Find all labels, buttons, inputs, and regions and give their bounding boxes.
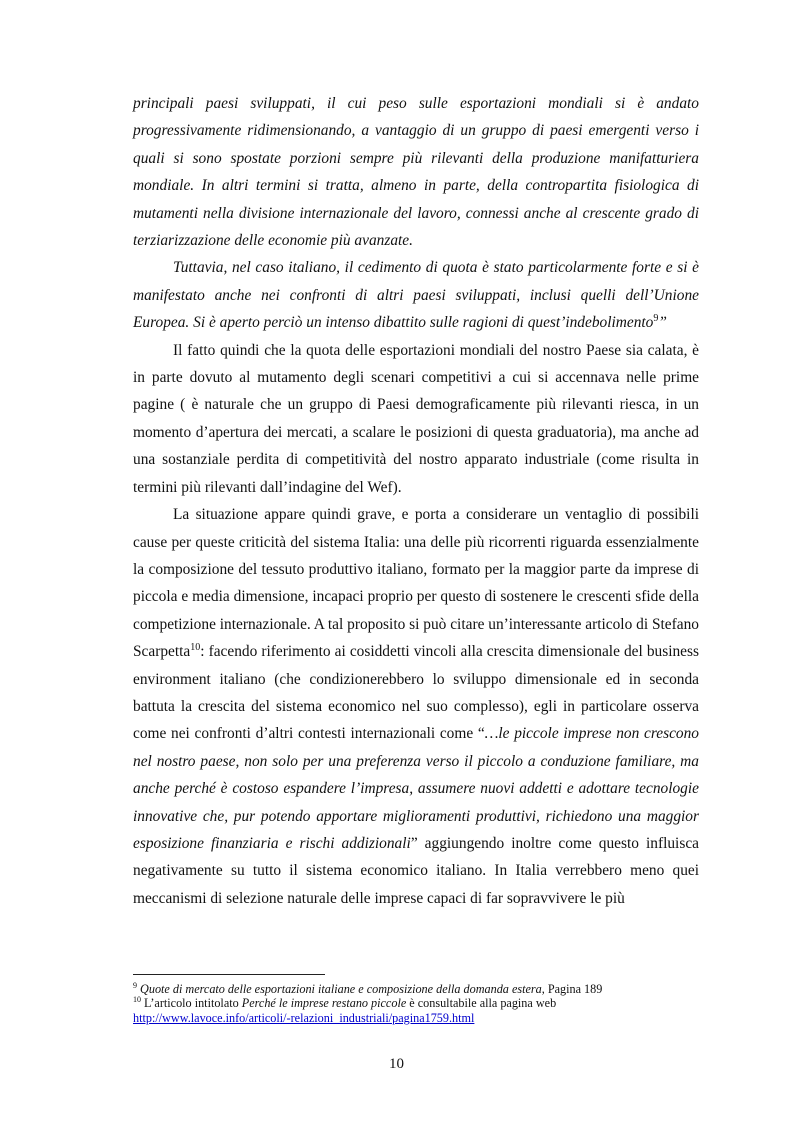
body-paragraph-1 xyxy=(133,337,699,501)
footnote-9-page: , Pagina 189 xyxy=(541,982,603,996)
footnote-divider xyxy=(133,974,325,975)
footnotes xyxy=(133,982,699,1025)
footnote-10-url-line xyxy=(133,1011,699,1025)
footnote-9 xyxy=(133,982,699,996)
footnote-10-link[interactable]: http://www.lavoce.info/articoli/-relazioni_industriali/pagina1759.html xyxy=(133,1010,475,1025)
footnote-10-post: è consultabile alla pagina web xyxy=(406,996,557,1011)
quote-paragraph-2 xyxy=(133,254,699,336)
cited-quote: …le piccole imprese non crescono nel nostro paese, non solo per una preferenza verso il piccolo a conduzione familiare, ma anche perché è costoso espandere l’impresa, assumere nuovi addetti e adottare tecnologie innovative che, pur potendo apportare miglioramenti produttivi, richiedono una maggior esposizione finanziaria e rischi addizionali xyxy=(133,725,699,852)
body-text-2c: ” aggiungendo inoltre come questo influisca negativamente su tutto il sistema economico italiano. In Italia verrebbero meno quei meccanismi di selezione naturale delle imprese capaci di far sopravvivere le più xyxy=(133,834,699,907)
body-text-2a: La situazione appare quindi grave, e porta a considerare un ventaglio di possibili cause per queste criticità del sistema Italia: una delle più ricorrenti riguarda essenzialmente la composizione del tessuto produttivo italiano, formato per la maggior parte da imprese di piccola e media dimensione, incapaci proprio per questo di sostenere le crescenti sfide della competizione internazionale. A tal proposito si può citare un’interessante articolo di Stefano Scarpetta xyxy=(133,506,699,661)
quote-text-1: principali paesi sviluppati, il cui peso sulle esportazioni mondiali si è andato progressivamente ridimensionando, a vantaggio di un gruppo di paesi emergenti verso i quali si sono spostate porzioni sempre più rilevanti della produzione manifatturiera mondiale. In altri termini si tratta, almeno in parte, della contropartita fisiologica di mutamenti nella divisione internazionale del lavoro, connessi anche al crescente grado di terziarizzazione delle economie più avanzate. xyxy=(133,95,699,250)
footnote-10-pre: L’articolo intitolato xyxy=(141,996,242,1011)
body-paragraph-2 xyxy=(133,501,699,912)
footnote-10 xyxy=(133,996,699,1010)
body-text-1: Il fatto quindi che la quota delle esportazioni mondiali del nostro Paese sia calata, è in parte dovuto al mutamento degli scenari competitivi a cui si accennava nelle prime pagine ( è naturale che un gruppo di Paesi demograficamente più rilevanti riesca, in un momento d’apertura dei mercati, a scalare le posizioni di questa graduatoria), ma anche ad una sostanziale perdita di competitività del nostro apparato industriale (come risulta in termini più rilevanti dall’indagine del Wef). xyxy=(133,341,699,496)
quote-paragraph-1 xyxy=(133,90,699,254)
page-body xyxy=(133,90,699,912)
footnote-10-title: Perché le imprese restano piccole xyxy=(241,996,407,1011)
page-number: 10 xyxy=(389,1056,404,1072)
footnote-ref-9[interactable]: 9 xyxy=(653,313,659,325)
footnote-9-title: Quote di mercato delle esportazioni italiane e composizione della domanda estera xyxy=(140,982,542,996)
quote-close-mark: ” xyxy=(658,314,667,332)
footnote-ref-10[interactable]: 10 xyxy=(190,642,201,653)
footnote-9-number: 9 xyxy=(133,980,137,990)
quote-text-2: Tuttavia, nel caso italiano, il cedimento di quota è stato particolarmente forte e si è manifestato anche nei confronti di altri paesi sviluppati, inclusi quelli dell’Unione Europea. Si è aperto perciò un intenso dibattito sulle ragioni di quest’indebolimento xyxy=(133,259,699,332)
body-text-2b: : facendo riferimento ai cosiddetti vincoli alla crescita dimensionale del business environment italiano (che condizionerebbero lo sviluppo dimensionale ed in seconda battuta la crescita del sistema economico nel suo complesso), egli in particolare osserva come nei confronti d’altri contesti internazionali come “ xyxy=(133,643,699,743)
footnote-10-number: 10 xyxy=(133,995,141,1005)
